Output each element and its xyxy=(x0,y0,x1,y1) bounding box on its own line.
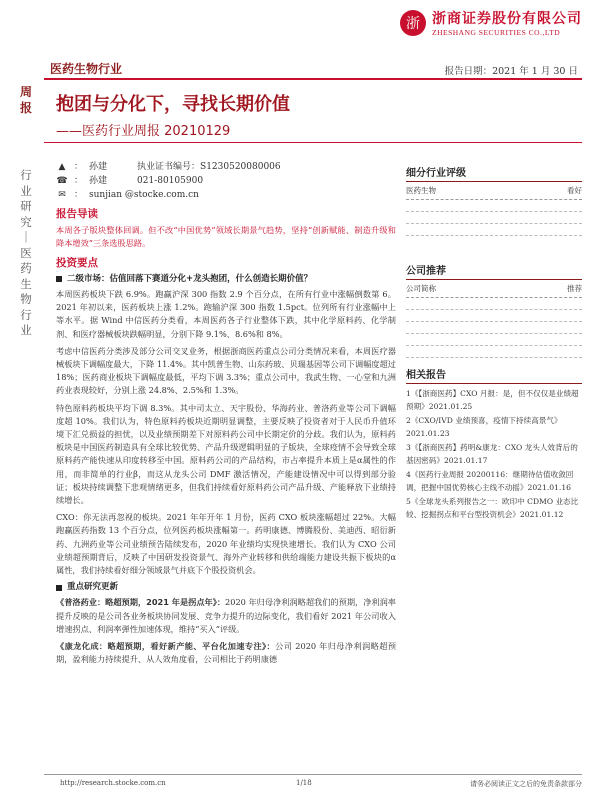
analyst-email[interactable]: sunjian @stocke.com.cn xyxy=(89,190,199,200)
industry-bar xyxy=(44,58,582,80)
bullet-research-update: 重点研究更新 xyxy=(56,581,396,594)
industry-label: 医药生物行业 xyxy=(50,62,123,76)
key-points-heading: 投资要点 xyxy=(56,256,98,269)
side-vertical-label: 行业研究｜医药生物行业 xyxy=(20,168,32,337)
analyst-cert: 执业证书编号：S1230520080006 xyxy=(137,162,281,172)
intro-text: 本周各子版块整体回调。但不改“中国优势”领域长期景气趋势，坚持“创新赋能、制造升级和降本增效”三条选股思路。 xyxy=(56,225,396,249)
logo-mark: 浙 xyxy=(400,10,426,36)
bullet-square-icon xyxy=(56,276,62,282)
footer-website[interactable]: http://research.stocke.com.cn xyxy=(60,779,166,787)
analyst-name: 孙建 xyxy=(89,162,108,172)
related-reports-section xyxy=(406,366,582,523)
paragraph: 《普洛药业：略超预期，2021 年是拐点年》：2020 年归母净利润略超我们的预期，净利润率提升反映的是公司各业务板块协同发展、竞争力提升的边际变化，我们看好 2021 年公司收入增速拐点、利润率弹性加速体现，维持“买入”评级。 xyxy=(56,597,396,634)
analyst-phone: 021-80105900 xyxy=(137,176,204,186)
recommend-section xyxy=(406,262,582,358)
person-icon: ▲ xyxy=(58,162,66,172)
company-name-cn: 浙商证券股份有限公司 xyxy=(432,11,582,27)
related-report-item[interactable]: 4《医药行业周报 20200116：继期待估值收敛回调，把握中国优势核心主线不动摇》2021.01.16 xyxy=(406,470,574,492)
recommend-heading: 公司推荐 xyxy=(406,262,582,280)
analyst-info: ▲ ： 孙建 执业证书编号：S1230520080006 ☎ ： 孙建 021-80105900 ✉ ： sunjian @stocke.com.cn xyxy=(56,162,281,200)
related-report-item[interactable]: 2《CXO/IVD 业绩预喜，疫情下持续高景气》2021.01.23 xyxy=(406,416,562,438)
intro-heading: 报告导读 xyxy=(56,208,98,220)
company-logo xyxy=(400,8,582,37)
main-content xyxy=(56,208,396,671)
report-title: 抱团与分化下，寻找长期价值 xyxy=(56,94,290,115)
footer-disclaimer: 请务必阅读正文之后的免责条款部分 xyxy=(470,780,582,788)
rating-section xyxy=(406,164,582,236)
title-divider xyxy=(44,142,582,143)
company-name-en: ZHESHANG SECURITIES CO.,LTD xyxy=(432,28,561,37)
related-report-item[interactable]: 3《【浙商医药】药明&康龙：CXO 龙头人效背后的基因密码》2021.01.17 xyxy=(406,443,578,465)
report-subtitle: ——医药行业周报 20210129 xyxy=(56,124,231,139)
footer-page-number: 1/18 xyxy=(296,779,312,787)
paragraph: 《康龙化成：略超预期，看好新产能、平台化加速专注》：公司 2020 年归母净利润略超预期，盈利能力持续提升、从人效角度看，公司相比于药明康德 xyxy=(56,641,397,665)
analyst-name-2: 孙建 xyxy=(89,176,108,186)
bullet-square-icon xyxy=(56,585,62,591)
rating-row: 医药生物 看好 xyxy=(406,182,582,200)
page-header xyxy=(0,0,600,56)
paragraph: 本周医药板块下跌 6.9%。跑赢沪深 300 指数 2.9 个百分点，在所有行业中涨幅倒数第 6。2021 年初以来，医药板块上涨 1.2%。跑输沪深 300 指数 1.5pct。位列所有行业涨幅中上等水平。据 Wind 中信医药分类看，本周医药各子行业整体下跌，其中化学原料药、化学制剂、和医疗器械板块跌幅明显，分别下降 9.1%、8.6%和 8%。 xyxy=(56,289,396,339)
bullet-secondary-market: 二级市场：估值回落下赛道分化+龙头抱团，什么创造长期价值？ xyxy=(56,273,396,286)
paragraph: 考虑中信医药分类涉及部分公司交叉业务，根据浙商医药重点公司分类情况来看，本周医疗器械板块下调幅度最大，下降 11.4%。其中凯普生物、山东药玻、贝瑞基因等公司下调幅度超过 18%；医药商业板块下调幅度最低，平均下调 3.3%；重点公司中，我武生物、一心堂和九洲药业表现较好，分别上涨 24.8%、2.5%和 1.3%。 xyxy=(56,345,396,396)
related-report-item[interactable]: 5《全球龙头系列报告之一：欧印中 CDMO 业态比较、挖掘拐点和平台型投资机会》2021.01.12 xyxy=(406,497,579,519)
mail-icon: ✉ xyxy=(58,190,66,200)
page-footer xyxy=(44,774,582,788)
related-heading: 相关报告 xyxy=(406,366,582,384)
paragraph: 特色原料药板块平均下调 8.3%。其中司太立、天宇股份、华海药业、普洛药业等公司下调幅度超 10%。我们认为，特色原料药板块近期明显调整，主要反映了投资者对于人民币升值环境下汇兑损益的担忧，以及业绩预期差下对原料药公司中长期定价的分歧。我们认为，原料药板块是中国医药制造具有全球比较优势、产品升级逻辑明显的子版块，全球疫情不会导致全球原料药产能快速从印度转移至中国。原料药公司的产品结构，市占率提升本质上是α属性的作用，而非简单的行业β，而这从龙头公司 DMF 激活情况，产能建设情况中可以得到部分验证；板块持续调整下悲观情绪更多，但我们持续看好原料药公司产品升级、产能释放下业绩持续增长。 xyxy=(56,402,396,506)
report-date: 报告日期：2021 年 1 月 30 日 xyxy=(444,66,578,77)
weekly-tag: 周报 xyxy=(19,85,32,115)
paragraph: CXO：你无法再忽视的板块。2021 年年开年 1 月份，医药 CXO 板块涨幅超过 22%。大幅跑赢医药指数 13 个百分点，位列医药板块涨幅第一。药明康德、博腾股份、美迪西、昭衍新药、九洲药业等公司业绩预告陆续发布，2020 年业绩均实现快速增长。我们认为 CXO 公司业绩超预期背后，反映了中国研发投资景气、海外产业转移和供给端能力建设共振下板块的α属性，我们持续看好细分领域景气并底下个股投资机会。 xyxy=(56,512,396,576)
rating-heading: 细分行业评级 xyxy=(406,164,582,182)
phone-icon: ☎ xyxy=(56,176,68,186)
related-report-item[interactable]: 1《【浙商医药】CXO 月报：是，但不仅仅是业绩超预期》2021.01.25 xyxy=(406,389,579,411)
recommend-header-row: 公司简称 推荐 xyxy=(406,280,582,298)
